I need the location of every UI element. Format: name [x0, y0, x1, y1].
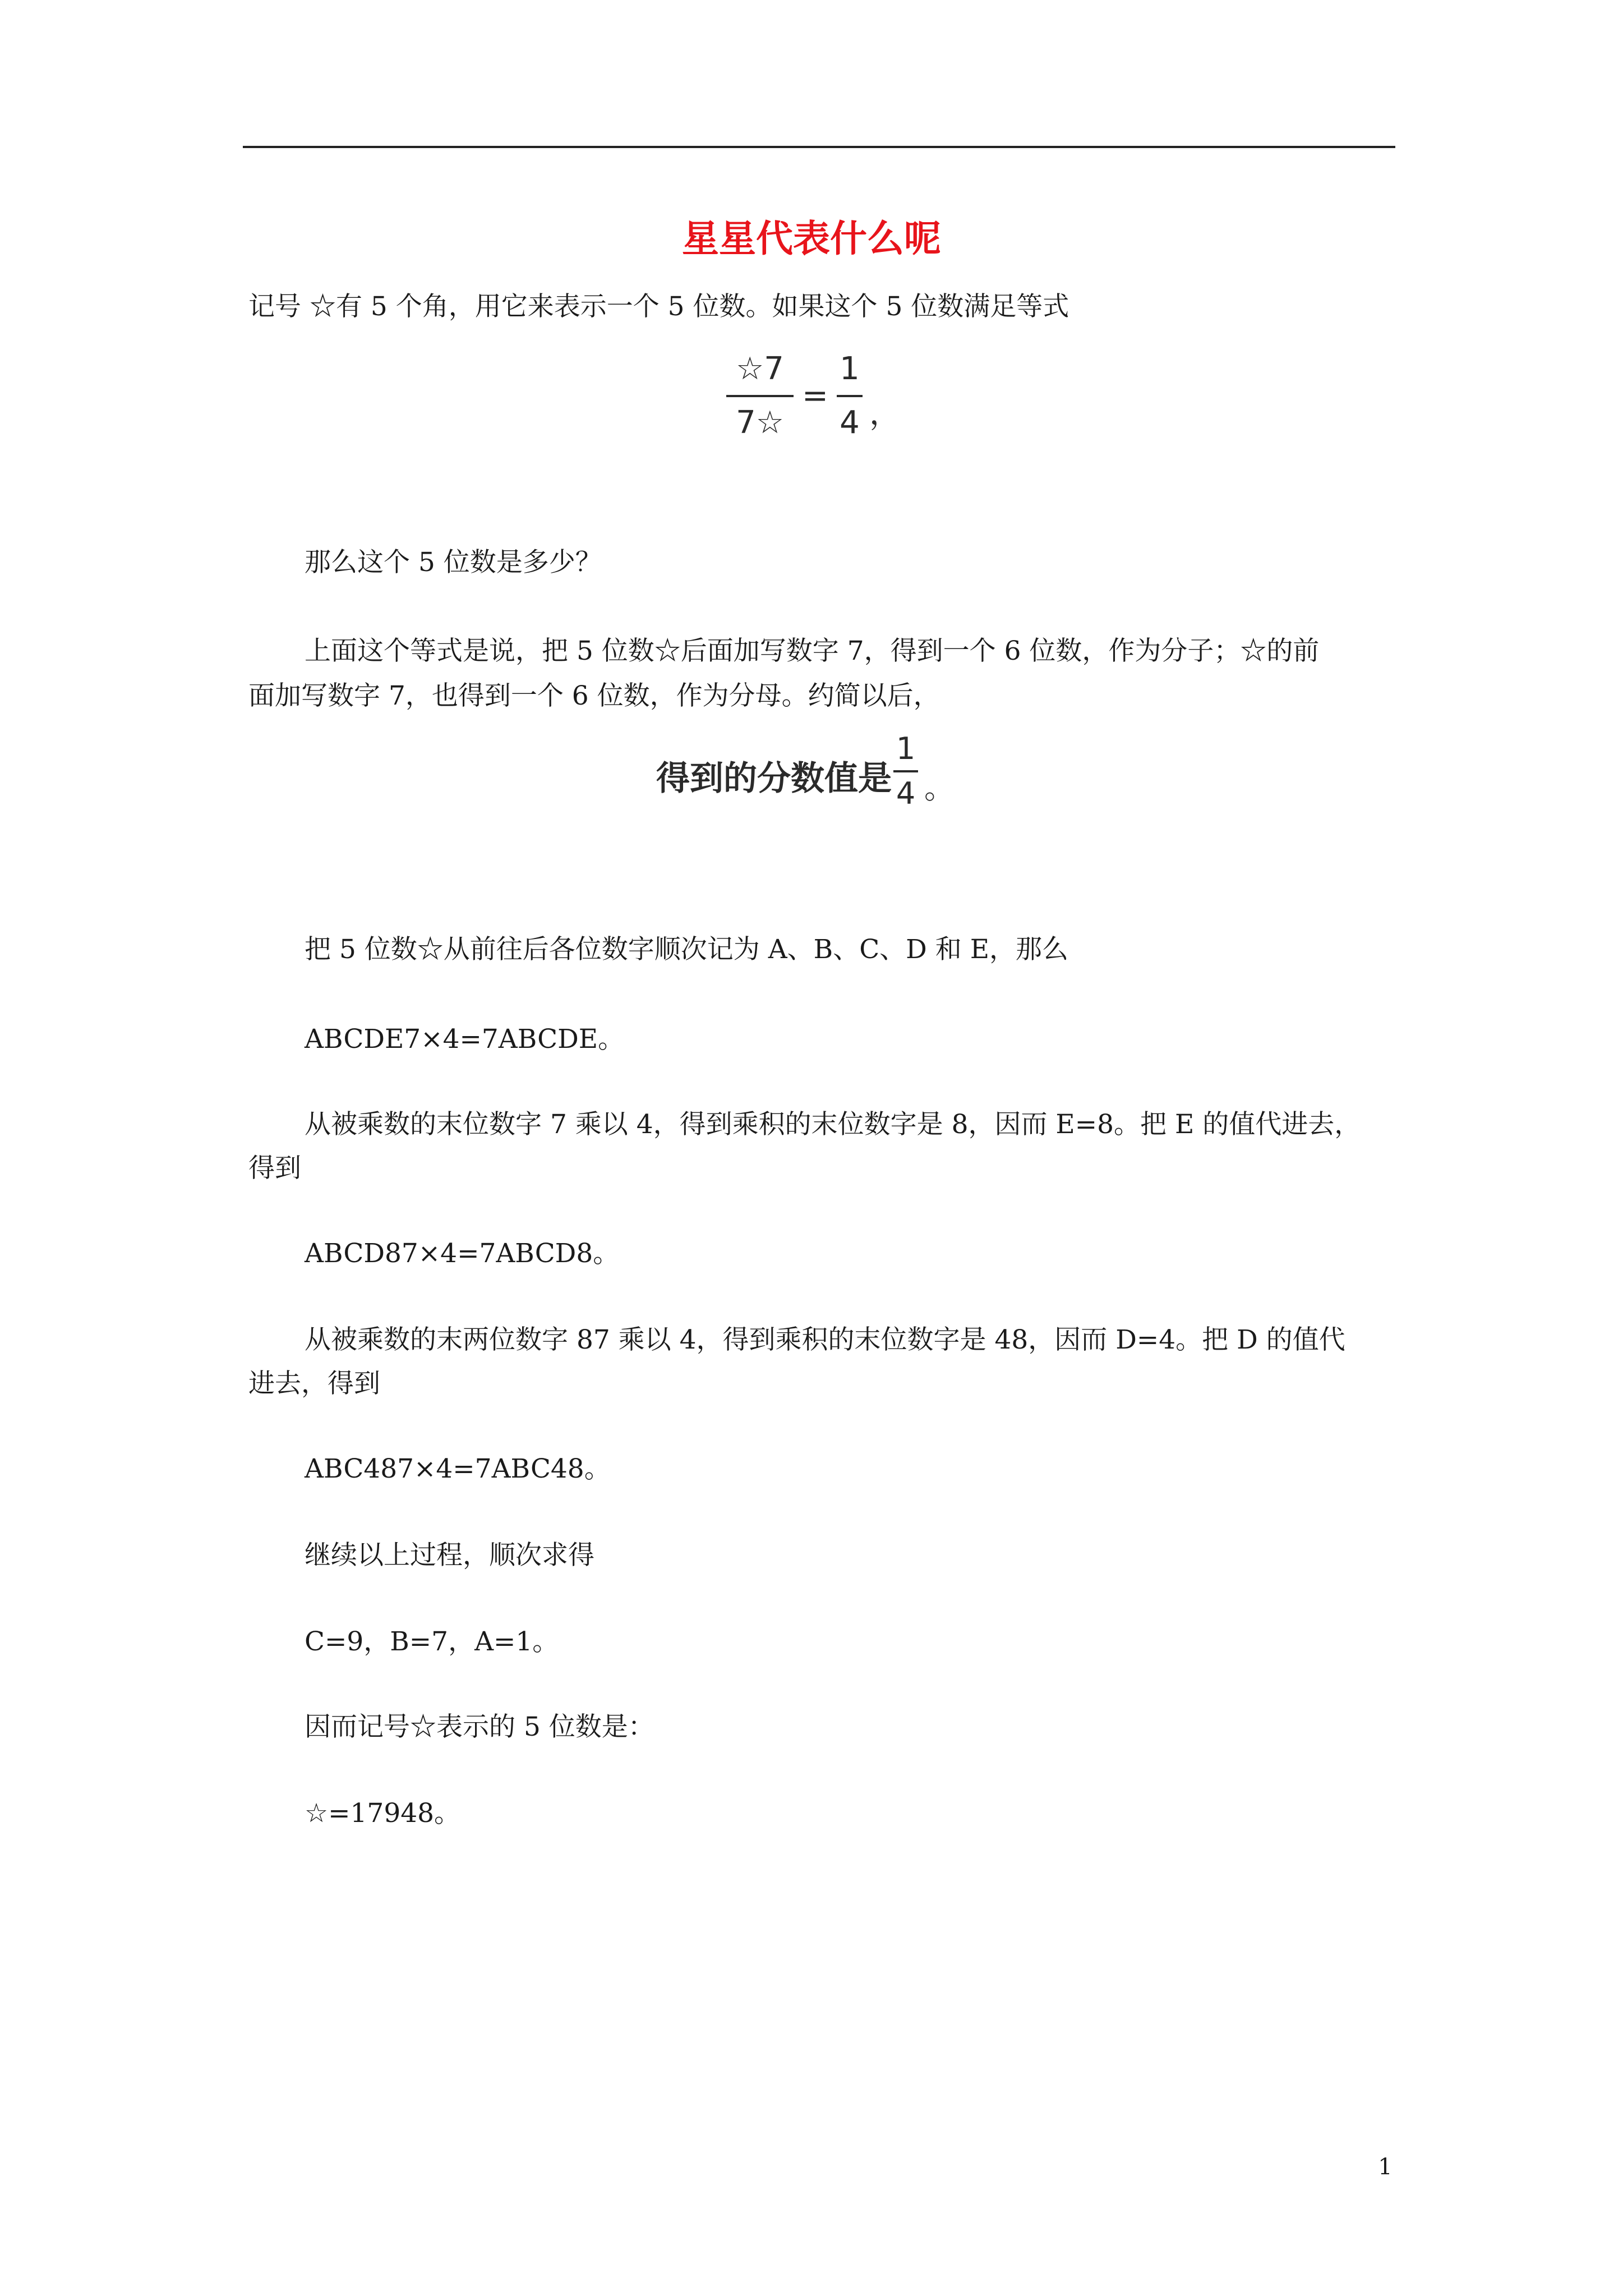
rhs-numerator: 1	[840, 351, 860, 387]
page-number: 1	[1378, 2154, 1393, 2180]
lhs-fraction	[726, 347, 794, 445]
equation2-text: 得到的分数值是	[656, 759, 892, 798]
equation-abcd8: ABCD87×4=7ABCD8。	[305, 1238, 620, 1269]
lhs-numerator: ☆7	[736, 351, 784, 387]
fraction-bar	[726, 395, 794, 397]
equation-abcde: ABCDE7×4=7ABCDE。	[305, 1024, 625, 1055]
step2-paragraph: 把 5 位数☆从前往后各位数字顺次记为 A、B、C、D 和 E，那么	[305, 934, 1069, 965]
step5-paragraph: 继续以上过程，顺次求得	[305, 1540, 594, 1571]
intro-paragraph: 记号 ☆有 5 个角，用它来表示一个 5 位数。如果这个 5 位数满足等式	[248, 291, 1069, 322]
equation-abc48: ABC487×4=7ABC48。	[305, 1453, 611, 1484]
step6-paragraph: 因而记号☆表示的 5 位数是：	[305, 1711, 654, 1742]
equals-sign: =	[802, 378, 828, 414]
equation2-period: 。	[924, 770, 955, 806]
answer-line: ☆=17948。	[305, 1798, 461, 1829]
question-paragraph: 那么这个 5 位数是多少？	[305, 547, 602, 578]
step4-line2: 进去，得到	[248, 1368, 380, 1399]
equation-comma: ，	[869, 395, 901, 432]
rhs-fraction	[836, 347, 864, 445]
equation-cba: C=9，B=7，A=1。	[305, 1626, 559, 1657]
rhs-denominator: 4	[840, 404, 860, 441]
equation-fraction-value	[656, 730, 955, 815]
header-rule	[243, 146, 1395, 148]
lhs-denominator: 7☆	[736, 404, 784, 441]
page-title: 星星代表什么呢	[682, 217, 941, 260]
step1-line2: 面加写数字 7，也得到一个 6 位数，作为分母。约简以后，	[248, 680, 940, 711]
quarter-numerator: 1	[896, 731, 916, 766]
equation-star-fraction	[726, 347, 906, 448]
step3-line2: 得到	[248, 1153, 301, 1184]
quarter-denominator: 4	[896, 776, 916, 811]
step4-line1: 从被乘数的末两位数字 87 乘以 4，得到乘积的末位数字是 48，因而 D=4。把 D 的值代	[305, 1324, 1345, 1355]
quarter-fraction	[892, 730, 920, 812]
fraction-bar	[837, 395, 863, 397]
step3-line1: 从被乘数的末位数字 7 乘以 4，得到乘积的末位数字是 8，因而 E=8。把 E 的值代进去，	[305, 1109, 1361, 1140]
step1-line1: 上面这个等式是说，把 5 位数☆后面加写数字 7，得到一个 6 位数，作为分子；☆的前	[305, 636, 1320, 666]
fraction-bar	[893, 770, 918, 772]
